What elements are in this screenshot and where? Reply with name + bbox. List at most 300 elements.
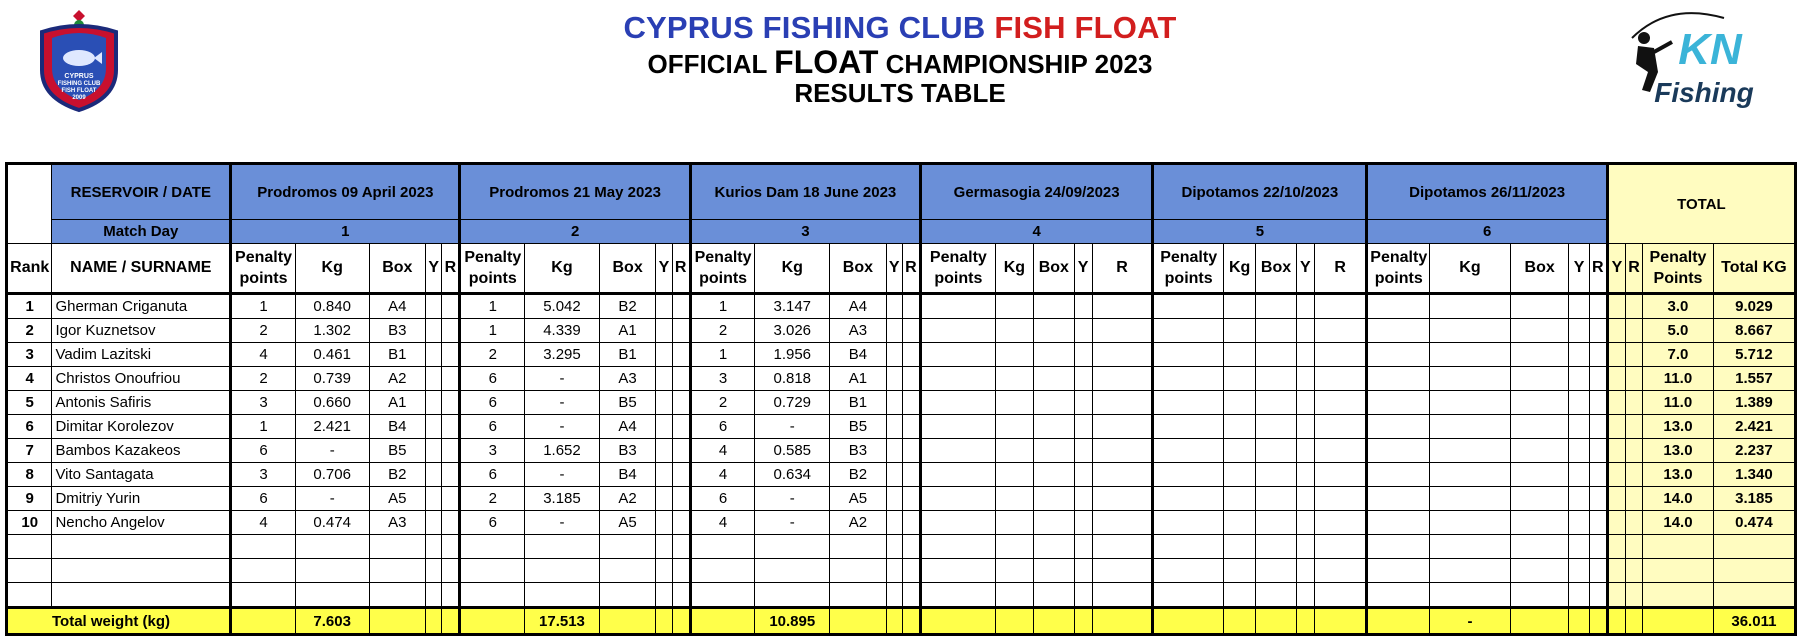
kg-cell	[1224, 583, 1256, 608]
kg-cell: 0.660	[295, 391, 369, 415]
penalty-points-header	[921, 244, 996, 294]
penalty-points-cell	[1367, 559, 1430, 583]
r-cell	[442, 535, 460, 559]
penalty-points-cell	[1367, 535, 1430, 559]
total-penalty-cell: 14.0	[1643, 487, 1714, 511]
r-cell	[1589, 487, 1607, 511]
penalty-points-cell: 3	[231, 391, 296, 415]
rank-cell	[7, 535, 52, 559]
total-r-cell	[1625, 294, 1642, 319]
r-header: R	[1589, 244, 1607, 294]
kg-cell	[525, 535, 600, 559]
competitor-name: Igor Kuznetsov	[52, 319, 231, 343]
box-header: Box	[1510, 244, 1569, 294]
venue-5: Dipotamos 22/10/2023	[1153, 164, 1367, 220]
y-cell	[656, 583, 672, 608]
r-cell	[1092, 463, 1153, 487]
r-cell	[1589, 319, 1607, 343]
box-cell	[1510, 439, 1569, 463]
total-kg-cell: 1.340	[1713, 463, 1795, 487]
y-cell	[1296, 343, 1314, 367]
y-cell	[1296, 294, 1314, 319]
y-cell	[1569, 463, 1589, 487]
kg-cell: 5.042	[525, 294, 600, 319]
y-cell	[426, 583, 442, 608]
box-cell	[1034, 439, 1074, 463]
box-cell: B2	[369, 463, 426, 487]
box-header: Box	[830, 244, 887, 294]
kg-cell	[1430, 463, 1511, 487]
penalty-points-cell: 4	[231, 343, 296, 367]
total-kg-cell: 1.389	[1713, 391, 1795, 415]
total-penalty-cell	[921, 608, 996, 635]
y-cell	[1296, 559, 1314, 583]
total-r-cell	[1625, 439, 1642, 463]
r-cell	[672, 439, 690, 463]
box-cell	[1034, 294, 1074, 319]
competitor-name: Bambos Kazakeos	[52, 439, 231, 463]
penalty-label: Penalty	[929, 249, 987, 266]
total-penalty-cell: 13.0	[1643, 439, 1714, 463]
total-header: TOTAL	[1607, 164, 1795, 244]
empty-row	[7, 535, 1796, 559]
total-r-cell	[902, 608, 920, 635]
penalty-label: Penalty	[1649, 249, 1707, 266]
total-r-cell	[1092, 608, 1153, 635]
penalty-points-cell	[1153, 487, 1224, 511]
box-cell	[369, 583, 426, 608]
box-cell	[1034, 415, 1074, 439]
total-y-cell	[1296, 608, 1314, 635]
kg-cell: 3.185	[525, 487, 600, 511]
box-cell: A2	[830, 511, 887, 535]
penalty-points-cell	[1367, 319, 1430, 343]
penalty-points-cell: 6	[460, 391, 525, 415]
penalty-label: Penalty	[1160, 249, 1218, 266]
match-total-kg	[1224, 608, 1256, 635]
y-cell	[1569, 439, 1589, 463]
total-weight-row	[7, 608, 1796, 635]
box-cell	[1510, 559, 1569, 583]
svg-text:Fishing: Fishing	[1654, 77, 1754, 108]
total-y-cell	[1607, 415, 1625, 439]
y-cell	[886, 559, 902, 583]
svg-text:FISHING CLUB: FISHING CLUB	[57, 81, 101, 87]
y-cell	[656, 391, 672, 415]
y-cell	[1074, 487, 1092, 511]
match-day-1: 1	[231, 220, 460, 244]
penalty-points-cell: 6	[690, 415, 755, 439]
penalty-points-cell	[921, 463, 996, 487]
penalty-points-cell	[1153, 439, 1224, 463]
kg-cell	[995, 415, 1033, 439]
y-cell	[886, 511, 902, 535]
rank-cell: 3	[7, 343, 52, 367]
penalty-points-cell	[1367, 583, 1430, 608]
total-y-cell	[1569, 608, 1589, 635]
r-cell	[442, 487, 460, 511]
competitor-name: Christos Onoufriou	[52, 367, 231, 391]
penalty-points-cell: 1	[460, 319, 525, 343]
kg-cell	[1430, 343, 1511, 367]
penalty-points-cell: 1	[690, 294, 755, 319]
box-cell	[1034, 343, 1074, 367]
r-cell	[1092, 439, 1153, 463]
svg-text:CYPRUS: CYPRUS	[64, 73, 94, 80]
match-total-kg: 17.513	[525, 608, 600, 635]
total-penalty-cell	[460, 608, 525, 635]
penalty-points-cell	[921, 343, 996, 367]
total-kg-cell: 3.185	[1713, 487, 1795, 511]
y-cell	[1074, 511, 1092, 535]
box-cell	[1256, 487, 1296, 511]
r-cell	[1092, 367, 1153, 391]
box-cell: B1	[599, 343, 656, 367]
y-cell	[426, 535, 442, 559]
box-cell: A4	[599, 415, 656, 439]
total-y-cell	[886, 608, 902, 635]
match-day-label: Match Day	[52, 220, 231, 244]
kg-cell: 0.818	[755, 367, 830, 391]
page-subtitle: OFFICIAL FLOAT CHAMPIONSHIP 2023	[647, 44, 1153, 80]
kg-cell: 3.026	[755, 319, 830, 343]
box-cell	[1510, 367, 1569, 391]
r-cell	[902, 583, 920, 608]
y-cell	[426, 415, 442, 439]
penalty-points-cell	[921, 583, 996, 608]
r-cell	[1092, 343, 1153, 367]
r-cell	[1092, 391, 1153, 415]
rank-cell: 10	[7, 511, 52, 535]
total-r-cell	[1625, 583, 1642, 608]
total-r-cell	[1625, 367, 1642, 391]
rank-cell: 2	[7, 319, 52, 343]
y-cell	[1569, 294, 1589, 319]
penalty-points-cell: 4	[690, 463, 755, 487]
venue-6: Dipotamos 26/11/2023	[1367, 164, 1607, 220]
r-cell	[1314, 415, 1367, 439]
penalty-points-cell	[1367, 463, 1430, 487]
y-cell	[1074, 535, 1092, 559]
kg-cell	[295, 583, 369, 608]
y-cell	[1296, 463, 1314, 487]
y-cell	[656, 294, 672, 319]
svg-text:KN: KN	[1678, 25, 1742, 74]
box-cell	[1034, 559, 1074, 583]
box-cell: B5	[830, 415, 887, 439]
r-cell	[1314, 487, 1367, 511]
r-cell	[442, 439, 460, 463]
total-y-cell	[1607, 463, 1625, 487]
page-title	[0, 10, 1800, 46]
kg-cell: 0.461	[295, 343, 369, 367]
r-cell	[442, 511, 460, 535]
r-cell	[672, 463, 690, 487]
y-cell	[656, 463, 672, 487]
box-cell	[1034, 367, 1074, 391]
total-penalty-cell	[1367, 608, 1430, 635]
penalty-points-cell	[1153, 535, 1224, 559]
total-y-cell	[426, 608, 442, 635]
y-header: Y	[426, 244, 442, 294]
penalty-points-header	[690, 244, 755, 294]
r-cell	[672, 511, 690, 535]
r-cell	[442, 294, 460, 319]
r-cell	[902, 343, 920, 367]
kg-cell	[1430, 367, 1511, 391]
r-cell	[672, 535, 690, 559]
y-cell	[1074, 463, 1092, 487]
r-header: R	[902, 244, 920, 294]
reservoir-date-label: RESERVOIR / DATE	[52, 164, 231, 220]
kg-cell: -	[525, 391, 600, 415]
total-penalty-cell: 13.0	[1643, 463, 1714, 487]
penalty-points-cell	[1153, 391, 1224, 415]
box-cell: B3	[830, 439, 887, 463]
r-cell	[1092, 559, 1153, 583]
venue-4: Germasogia 24/09/2023	[921, 164, 1153, 220]
kg-cell: -	[755, 511, 830, 535]
r-cell	[902, 463, 920, 487]
competitor-name: Vadim Lazitski	[52, 343, 231, 367]
venue-3: Kurios Dam 18 June 2023	[690, 164, 920, 220]
r-cell	[1589, 367, 1607, 391]
y-cell	[886, 294, 902, 319]
column-header-row	[7, 244, 1796, 294]
total-y-cell	[1607, 439, 1625, 463]
total-r-cell	[1625, 415, 1642, 439]
kg-cell	[1224, 319, 1256, 343]
total-weight-label: Total weight (kg)	[7, 608, 231, 635]
kg-cell	[995, 559, 1033, 583]
rank-cell: 8	[7, 463, 52, 487]
total-penalty-cell: 13.0	[1643, 415, 1714, 439]
kg-cell: 0.840	[295, 294, 369, 319]
kg-cell: 1.652	[525, 439, 600, 463]
y-cell	[1569, 559, 1589, 583]
kg-cell	[1430, 535, 1511, 559]
box-cell: A3	[369, 511, 426, 535]
y-cell	[426, 559, 442, 583]
box-cell: B5	[369, 439, 426, 463]
penalty-points-cell	[1153, 343, 1224, 367]
y-header: Y	[656, 244, 672, 294]
kg-cell	[295, 535, 369, 559]
kg-cell	[1430, 319, 1511, 343]
penalty-points-cell: 6	[460, 511, 525, 535]
y-cell	[426, 511, 442, 535]
box-cell	[1256, 559, 1296, 583]
y-cell	[426, 439, 442, 463]
total-box-cell	[599, 608, 656, 635]
box-cell	[1034, 487, 1074, 511]
box-cell	[1034, 463, 1074, 487]
competitor-name	[52, 535, 231, 559]
competitor-name	[52, 583, 231, 608]
penalty-points-cell: 1	[690, 343, 755, 367]
kg-cell	[1430, 559, 1511, 583]
total-penalty-cell	[1153, 608, 1224, 635]
box-header: Box	[1034, 244, 1074, 294]
y-header: Y	[1074, 244, 1092, 294]
total-penalty-cell: 14.0	[1643, 511, 1714, 535]
penalty-points-cell	[1367, 487, 1430, 511]
r-cell	[1314, 319, 1367, 343]
name-header: NAME / SURNAME	[52, 244, 231, 294]
kg-cell	[995, 487, 1033, 511]
y-cell	[1074, 294, 1092, 319]
box-cell	[1510, 535, 1569, 559]
y-cell	[656, 367, 672, 391]
y-cell	[656, 319, 672, 343]
penalty-points-cell: 4	[690, 439, 755, 463]
kg-header: Kg	[755, 244, 830, 294]
penalty-points-cell	[460, 583, 525, 608]
kg-cell	[995, 367, 1033, 391]
penalty-points-cell	[1367, 294, 1430, 319]
total-penalty-cell	[690, 608, 755, 635]
y-cell	[1296, 415, 1314, 439]
penalty-points-cell	[1367, 391, 1430, 415]
box-cell: B1	[369, 343, 426, 367]
total-kg-cell	[1713, 535, 1795, 559]
penalty-points-header	[1367, 244, 1430, 294]
y-cell	[426, 319, 442, 343]
penalty-points-cell	[1153, 415, 1224, 439]
y-cell	[656, 415, 672, 439]
box-header: Box	[369, 244, 426, 294]
y-cell	[886, 367, 902, 391]
box-cell: B3	[599, 439, 656, 463]
y-cell	[1074, 583, 1092, 608]
penalty-points-cell	[1153, 367, 1224, 391]
y-header: Y	[1296, 244, 1314, 294]
penalty-points-cell	[921, 439, 996, 463]
total-r-cell	[1625, 487, 1642, 511]
r-cell	[902, 439, 920, 463]
total-r-cell	[1625, 391, 1642, 415]
total-kg-cell: 0.474	[1713, 511, 1795, 535]
r-cell	[442, 463, 460, 487]
penalty-points-cell: 2	[231, 367, 296, 391]
r-cell	[672, 415, 690, 439]
y-cell	[1296, 439, 1314, 463]
box-cell	[1510, 463, 1569, 487]
penalty-points-cell: 6	[690, 487, 755, 511]
penalty-points-cell	[921, 367, 996, 391]
penalty-points-cell	[690, 559, 755, 583]
box-header: Box	[1256, 244, 1296, 294]
kg-cell: 3.295	[525, 343, 600, 367]
box-cell: B4	[599, 463, 656, 487]
box-cell	[1256, 415, 1296, 439]
total-y-cell	[1607, 391, 1625, 415]
total-kg-cell	[1713, 583, 1795, 608]
r-cell	[672, 487, 690, 511]
r-cell	[1092, 294, 1153, 319]
y-cell	[886, 439, 902, 463]
total-penalty-cell	[1643, 559, 1714, 583]
table-row	[7, 415, 1796, 439]
y-cell	[1074, 415, 1092, 439]
penalty-points-cell: 2	[690, 319, 755, 343]
y-header: Y	[886, 244, 902, 294]
r-cell	[1589, 343, 1607, 367]
r-cell	[1314, 583, 1367, 608]
kg-cell	[995, 294, 1033, 319]
box-cell	[1256, 367, 1296, 391]
r-cell	[902, 487, 920, 511]
kg-cell: 0.585	[755, 439, 830, 463]
total-y-cell	[1607, 343, 1625, 367]
kg-cell	[995, 511, 1033, 535]
kg-cell: -	[295, 487, 369, 511]
box-cell: A1	[369, 391, 426, 415]
r-cell	[1314, 343, 1367, 367]
box-header: Box	[599, 244, 656, 294]
box-cell	[1510, 391, 1569, 415]
r-cell	[1589, 511, 1607, 535]
kg-cell	[995, 463, 1033, 487]
penalty-points-cell: 3	[690, 367, 755, 391]
y-cell	[426, 463, 442, 487]
box-cell: A5	[369, 487, 426, 511]
kg-cell	[1430, 294, 1511, 319]
y-cell	[1074, 391, 1092, 415]
match-total-kg	[995, 608, 1033, 635]
y-cell	[1296, 319, 1314, 343]
r-cell	[672, 391, 690, 415]
penalty-points-cell	[921, 559, 996, 583]
r-cell	[1092, 319, 1153, 343]
box-cell: A3	[830, 319, 887, 343]
penalty-points-cell	[1153, 463, 1224, 487]
penalty-points-cell	[1367, 343, 1430, 367]
total-y-cell	[1607, 319, 1625, 343]
penalty-points-cell	[1367, 439, 1430, 463]
r-header: R	[1092, 244, 1153, 294]
rank-cell: 6	[7, 415, 52, 439]
r-cell	[1589, 463, 1607, 487]
kg-header: Kg	[295, 244, 369, 294]
rank-cell	[7, 583, 52, 608]
empty-row	[7, 583, 1796, 608]
penalty-points-cell	[1367, 511, 1430, 535]
kg-cell	[1224, 294, 1256, 319]
penalty-points-cell	[690, 583, 755, 608]
kg-cell	[995, 343, 1033, 367]
r-cell	[1314, 559, 1367, 583]
r-cell	[902, 391, 920, 415]
kg-cell	[1430, 415, 1511, 439]
box-cell	[1510, 511, 1569, 535]
kg-cell: -	[755, 415, 830, 439]
penalty-points-header	[231, 244, 296, 294]
r-cell	[1092, 511, 1153, 535]
total-r-cell	[1625, 608, 1642, 635]
kg-cell	[1224, 391, 1256, 415]
match-day-5: 5	[1153, 220, 1367, 244]
y-cell	[656, 511, 672, 535]
match-day-6: 6	[1367, 220, 1607, 244]
box-cell	[1256, 463, 1296, 487]
match-day-4: 4	[921, 220, 1153, 244]
total-kg-cell: 1.557	[1713, 367, 1795, 391]
r-cell	[902, 559, 920, 583]
kg-header: Kg	[995, 244, 1033, 294]
penalty-points-cell	[231, 583, 296, 608]
r-cell	[672, 319, 690, 343]
